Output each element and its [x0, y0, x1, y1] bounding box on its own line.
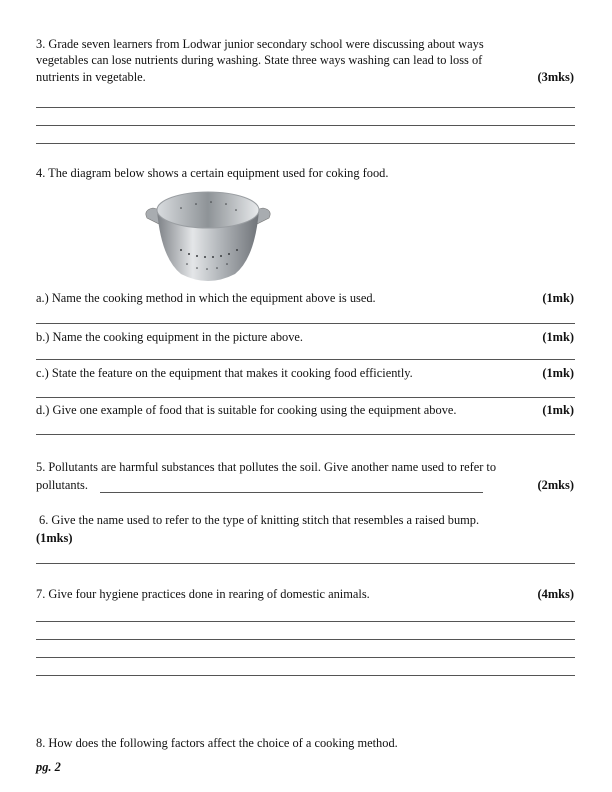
- answer-line[interactable]: [36, 323, 575, 324]
- answer-line[interactable]: [36, 563, 575, 564]
- q3-text-line: 3. Grade seven learners from Lodwar junior secondary school were discussing about ways: [36, 37, 484, 51]
- answer-line[interactable]: [36, 143, 575, 144]
- q3-text-line: nutrients in vegetable.: [36, 70, 146, 84]
- q7-marks: (4mks): [537, 587, 574, 601]
- q7-text: 7. Give four hygiene practices done in rearing of domestic animals.: [36, 587, 370, 601]
- q4c-marks: (1mk): [542, 366, 574, 380]
- q3-text-line: vegetables can lose nutrients during washing. State three ways washing can lead to loss of: [36, 53, 483, 67]
- colander-image: [141, 188, 275, 288]
- q3-marks: (3mks): [537, 70, 574, 84]
- answer-line[interactable]: [36, 434, 575, 435]
- q4d-marks: (1mk): [542, 403, 574, 417]
- answer-line[interactable]: [36, 639, 575, 640]
- q5-text-line: pollutants.: [36, 478, 88, 492]
- q4a-text: a.) Name the cooking method in which the equipment above is used.: [36, 291, 376, 305]
- answer-line[interactable]: [36, 621, 575, 622]
- q4-intro: 4. The diagram below shows a certain equipment used for coking food.: [36, 166, 389, 180]
- q4b-marks: (1mk): [542, 330, 574, 344]
- q4b-text: b.) Name the cooking equipment in the picture above.: [36, 330, 304, 344]
- q6-marks: (1mks): [36, 531, 73, 545]
- answer-line[interactable]: [36, 359, 575, 360]
- q4c-text: c.) State the feature on the equipment that makes it cooking food efficiently.: [36, 366, 413, 380]
- answer-line[interactable]: [100, 492, 483, 493]
- answer-line[interactable]: [36, 657, 575, 658]
- q4d-text: d.) Give one example of food that is suitable for cooking using the equipment above.: [36, 403, 457, 417]
- q8-text: 8. How does the following factors affect the choice of a cooking method.: [36, 736, 398, 750]
- answer-line[interactable]: [36, 107, 575, 108]
- answer-line[interactable]: [36, 125, 575, 126]
- page-number: pg. 2: [36, 760, 61, 774]
- answer-line[interactable]: [36, 675, 575, 676]
- q4a-marks: (1mk): [542, 291, 574, 305]
- q5-marks: (2mks): [537, 478, 574, 492]
- q5-text-line: 5. Pollutants are harmful substances that pollutes the soil. Give another name used to refer to: [36, 460, 497, 474]
- answer-line[interactable]: [36, 397, 575, 398]
- q6-text: 6. Give the name used to refer to the type of knitting stitch that resembles a raised bump.: [39, 513, 480, 527]
